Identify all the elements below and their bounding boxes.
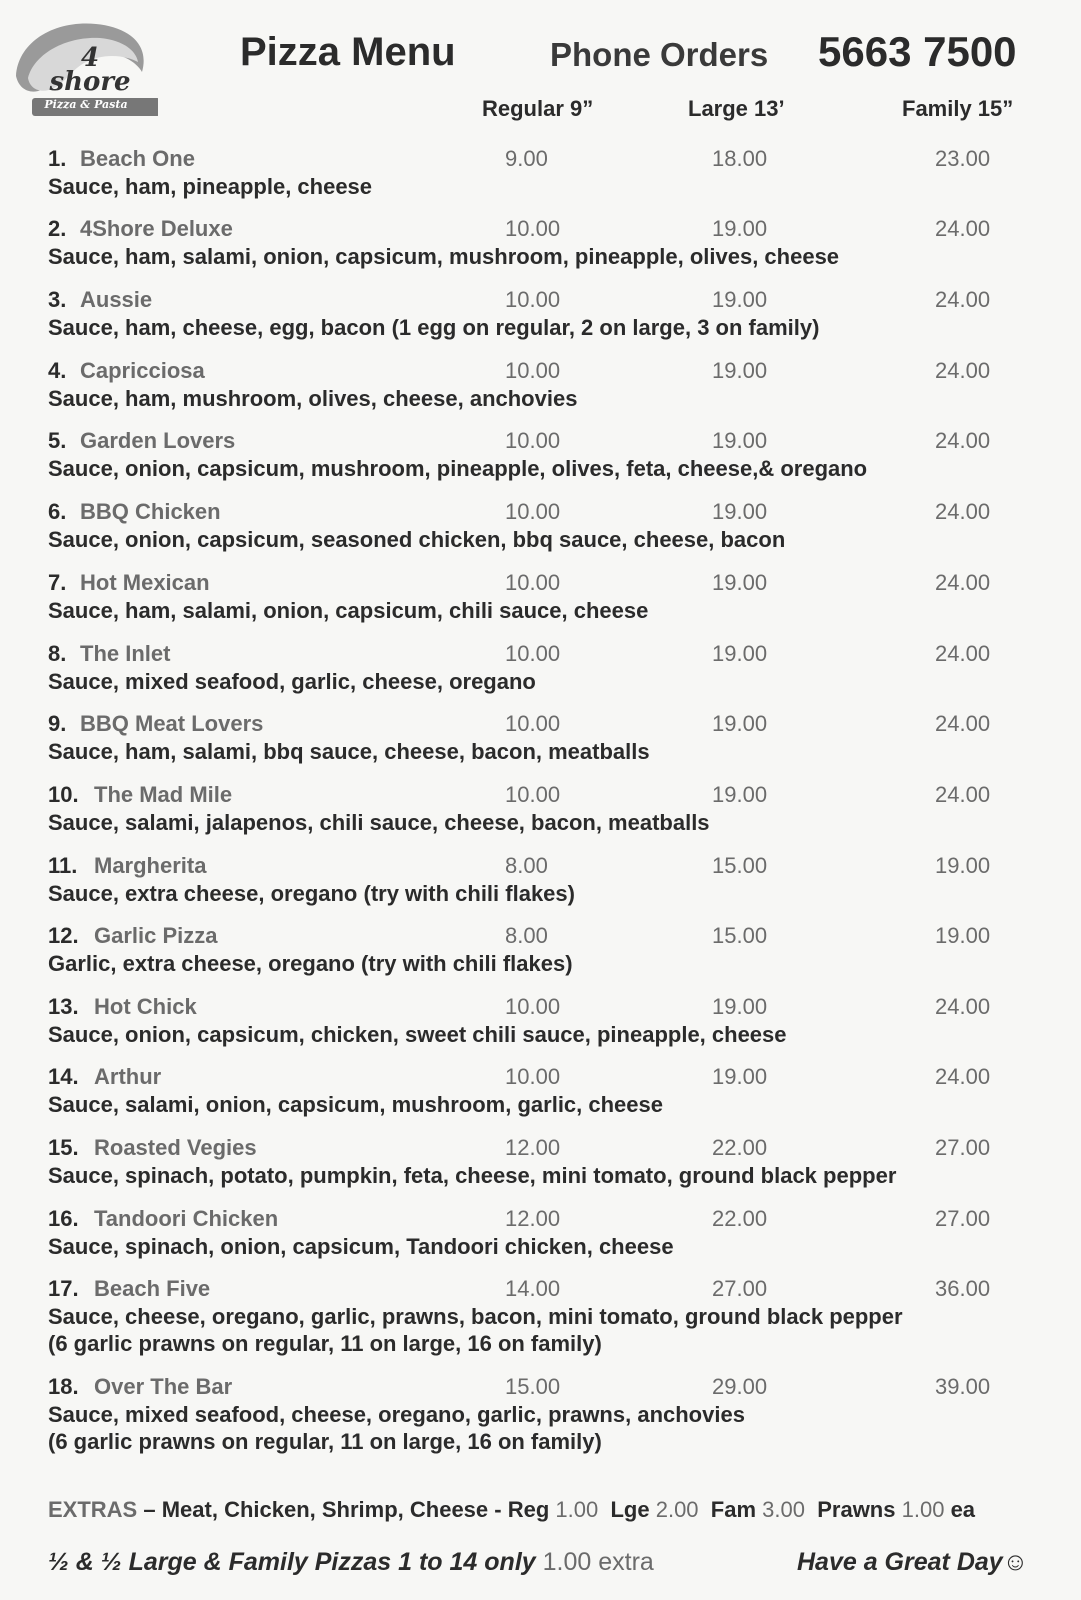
price-regular: 10.00 — [505, 994, 561, 1019]
extras-items: – Meat, Chicken, Shrimp, Cheese - Reg — [143, 1497, 550, 1522]
extras-fam-label: Fam — [710, 1497, 757, 1522]
item-description: Sauce, extra cheese, oregano (try with chili flakes) — [48, 881, 575, 906]
item-description: Sauce, spinach, onion, capsicum, Tandoori chicken, cheese — [48, 1234, 674, 1259]
item-number: 16. — [48, 1206, 79, 1231]
item-number: 14. — [48, 1064, 79, 1089]
item-number: 10. — [48, 782, 79, 807]
price-family: 39.00 — [935, 1374, 991, 1399]
price-family: 27.00 — [935, 1135, 991, 1160]
item-name: Arthur — [94, 1064, 162, 1089]
item-number: 1. — [48, 146, 67, 171]
item-description: Sauce, onion, capsicum, seasoned chicken, bbq sauce, cheese, bacon — [48, 527, 786, 552]
price-large: 29.00 — [712, 1374, 768, 1399]
item-name: Beach One — [80, 146, 195, 171]
column-header-regular: Regular 9” — [482, 96, 594, 121]
menu-item — [0, 1276, 1081, 1356]
item-number: 11. — [48, 853, 78, 878]
price-regular: 10.00 — [505, 1064, 561, 1089]
half-half-text: ½ & ½ Large & Family Pizzas 1 to 14 only — [48, 1548, 536, 1576]
price-large: 19.00 — [712, 782, 768, 807]
greeting: Have a Great Day☺ — [797, 1548, 1029, 1576]
item-description: Garlic, extra cheese, oregano (try with chili flakes) — [48, 951, 573, 976]
item-name: 4Shore Deluxe — [80, 216, 233, 241]
price-family: 24.00 — [935, 216, 991, 241]
price-family: 23.00 — [935, 146, 991, 171]
item-description: Sauce, ham, mushroom, olives, cheese, anchovies — [48, 386, 578, 411]
extras-lge-label: Lge — [610, 1497, 650, 1522]
item-number: 9. — [48, 711, 67, 736]
menu-item — [0, 994, 1081, 1047]
price-family: 24.00 — [935, 287, 991, 312]
item-description: Sauce, ham, salami, bbq sauce, cheese, bacon, meatballs — [48, 739, 650, 764]
item-name: Garlic Pizza — [94, 923, 218, 948]
item-number: 12. — [48, 923, 79, 948]
price-large: 19.00 — [712, 1064, 768, 1089]
item-name: Capricciosa — [80, 358, 205, 383]
menu-item — [0, 1206, 1081, 1259]
item-description: Sauce, mixed seafood, garlic, cheese, oregano — [48, 669, 536, 694]
extras-prawns-price: 1.00 — [901, 1497, 945, 1522]
item-number: 3. — [48, 287, 67, 312]
item-name: Beach Five — [94, 1276, 211, 1301]
item-name: Garden Lovers — [80, 428, 236, 453]
item-number: 6. — [48, 499, 67, 524]
item-number: 17. — [48, 1276, 79, 1301]
price-regular: 10.00 — [505, 782, 561, 807]
price-family: 24.00 — [935, 428, 991, 453]
price-regular: 8.00 — [505, 853, 548, 878]
item-description: Sauce, ham, pineapple, cheese — [48, 174, 373, 199]
item-description: Sauce, salami, jalapenos, chili sauce, cheese, bacon, meatballs — [48, 810, 710, 835]
item-name: Roasted Vegies — [94, 1135, 257, 1160]
item-name: The Mad Mile — [94, 782, 233, 807]
extras-reg-price: 1.00 — [555, 1497, 599, 1522]
menu-item — [0, 923, 1081, 976]
brand-logo-text: 4 shore — [49, 43, 131, 97]
half-half-note — [48, 1548, 654, 1577]
price-family: 24.00 — [935, 570, 991, 595]
item-number: 15. — [48, 1135, 79, 1160]
extras-fam-price: 3.00 — [762, 1497, 805, 1522]
item-number: 4. — [48, 358, 67, 383]
brand-subtitle: Pizza & Pasta — [44, 98, 128, 111]
item-description: Sauce, ham, cheese, egg, bacon (1 egg on regular, 2 on large, 3 on family) — [48, 315, 820, 340]
price-family: 24.00 — [935, 1064, 991, 1089]
price-large: 22.00 — [712, 1135, 768, 1160]
phone-number[interactable]: 5663 7500 — [818, 28, 1017, 75]
item-description: Sauce, ham, salami, onion, capsicum, mushroom, pineapple, olives, cheese — [48, 244, 840, 269]
item-note: (6 garlic prawns on regular, 11 on large, 16 on family) — [48, 1331, 602, 1356]
price-family: 27.00 — [935, 1206, 991, 1231]
item-name: BBQ Chicken — [80, 499, 221, 524]
menu-item — [0, 428, 1081, 481]
price-family: 24.00 — [935, 358, 991, 383]
menu-item — [0, 570, 1081, 623]
item-name: BBQ Meat Lovers — [80, 711, 264, 736]
menu-item — [0, 287, 1081, 340]
price-large: 15.00 — [712, 853, 768, 878]
price-regular: 10.00 — [505, 287, 561, 312]
price-large: 19.00 — [712, 994, 768, 1019]
menu-item — [0, 1135, 1081, 1188]
menu-item — [0, 216, 1081, 269]
price-large: 19.00 — [712, 499, 768, 524]
extras-lge-price: 2.00 — [655, 1497, 699, 1522]
price-regular: 8.00 — [505, 923, 548, 948]
price-regular: 12.00 — [505, 1135, 561, 1160]
extras-label: EXTRAS — [48, 1497, 138, 1522]
item-description: Sauce, mixed seafood, cheese, oregano, garlic, prawns, anchovies — [48, 1402, 745, 1427]
item-note: (6 garlic prawns on regular, 11 on large, 16 on family) — [48, 1429, 602, 1454]
price-regular: 12.00 — [505, 1206, 561, 1231]
price-regular: 10.00 — [505, 358, 561, 383]
item-number: 5. — [48, 428, 67, 453]
menu-item — [0, 853, 1081, 906]
price-family: 19.00 — [935, 923, 991, 948]
item-description: Sauce, salami, onion, capsicum, mushroom, garlic, cheese — [48, 1092, 664, 1117]
menu-item — [0, 711, 1081, 764]
item-description: Sauce, cheese, oregano, garlic, prawns, bacon, mini tomato, ground black pepper — [48, 1304, 903, 1329]
price-regular: 10.00 — [505, 711, 561, 736]
menu-item — [0, 1374, 1081, 1454]
price-large: 19.00 — [712, 711, 768, 736]
price-large: 19.00 — [712, 570, 768, 595]
price-regular: 10.00 — [505, 216, 561, 241]
item-name: Margherita — [94, 853, 207, 878]
menu-item — [0, 146, 1081, 199]
item-name: Over The Bar — [94, 1374, 233, 1399]
menu-item — [0, 499, 1081, 552]
price-family: 19.00 — [935, 853, 991, 878]
menu-item — [0, 641, 1081, 694]
item-name: The Inlet — [80, 641, 171, 666]
item-number: 7. — [48, 570, 67, 595]
price-regular: 15.00 — [505, 1374, 561, 1399]
price-family: 24.00 — [935, 782, 991, 807]
price-regular: 10.00 — [505, 428, 561, 453]
price-large: 15.00 — [712, 923, 768, 948]
extras-prawns-label: Prawns — [817, 1497, 896, 1522]
item-description: Sauce, spinach, potato, pumpkin, feta, cheese, mini tomato, ground black pepper — [48, 1163, 897, 1188]
price-family: 24.00 — [935, 994, 991, 1019]
price-regular: 10.00 — [505, 499, 561, 524]
extras-line — [48, 1497, 975, 1523]
item-description: Sauce, ham, salami, onion, capsicum, chili sauce, cheese — [48, 598, 649, 623]
item-number: 13. — [48, 994, 79, 1019]
price-large: 27.00 — [712, 1276, 768, 1301]
item-description: Sauce, onion, capsicum, mushroom, pineapple, olives, feta, cheese,& oregano — [48, 456, 868, 481]
price-regular: 10.00 — [505, 641, 561, 666]
extras-prawns-unit: ea — [950, 1497, 976, 1522]
price-large: 19.00 — [712, 216, 768, 241]
item-number: 18. — [48, 1374, 79, 1399]
price-large: 19.00 — [712, 641, 768, 666]
item-number: 2. — [48, 216, 67, 241]
page-title: Pizza Menu — [240, 30, 456, 74]
item-number: 8. — [48, 641, 67, 666]
column-header-large: Large 13’ — [688, 96, 785, 121]
price-family: 24.00 — [935, 641, 991, 666]
price-large: 19.00 — [712, 287, 768, 312]
price-regular: 9.00 — [505, 146, 548, 171]
item-name: Tandoori Chicken — [94, 1206, 279, 1231]
item-name: Hot Chick — [94, 994, 197, 1019]
price-regular: 10.00 — [505, 570, 561, 595]
price-large: 19.00 — [712, 358, 768, 383]
item-description: Sauce, onion, capsicum, chicken, sweet chili sauce, pineapple, cheese — [48, 1022, 787, 1047]
menu-item — [0, 358, 1081, 411]
price-family: 24.00 — [935, 711, 991, 736]
menu-item — [0, 1064, 1081, 1117]
price-large: 19.00 — [712, 428, 768, 453]
price-large: 22.00 — [712, 1206, 768, 1231]
price-family: 24.00 — [935, 499, 991, 524]
menu-item — [0, 782, 1081, 835]
half-half-extra-price: 1.00 extra — [542, 1548, 654, 1576]
column-header-family: Family 15” — [902, 96, 1014, 121]
price-large: 18.00 — [712, 146, 768, 171]
item-name: Aussie — [80, 287, 153, 312]
price-family: 36.00 — [935, 1276, 991, 1301]
price-regular: 14.00 — [505, 1276, 561, 1301]
item-name: Hot Mexican — [80, 570, 210, 595]
phone-orders-label: Phone Orders — [550, 36, 769, 73]
